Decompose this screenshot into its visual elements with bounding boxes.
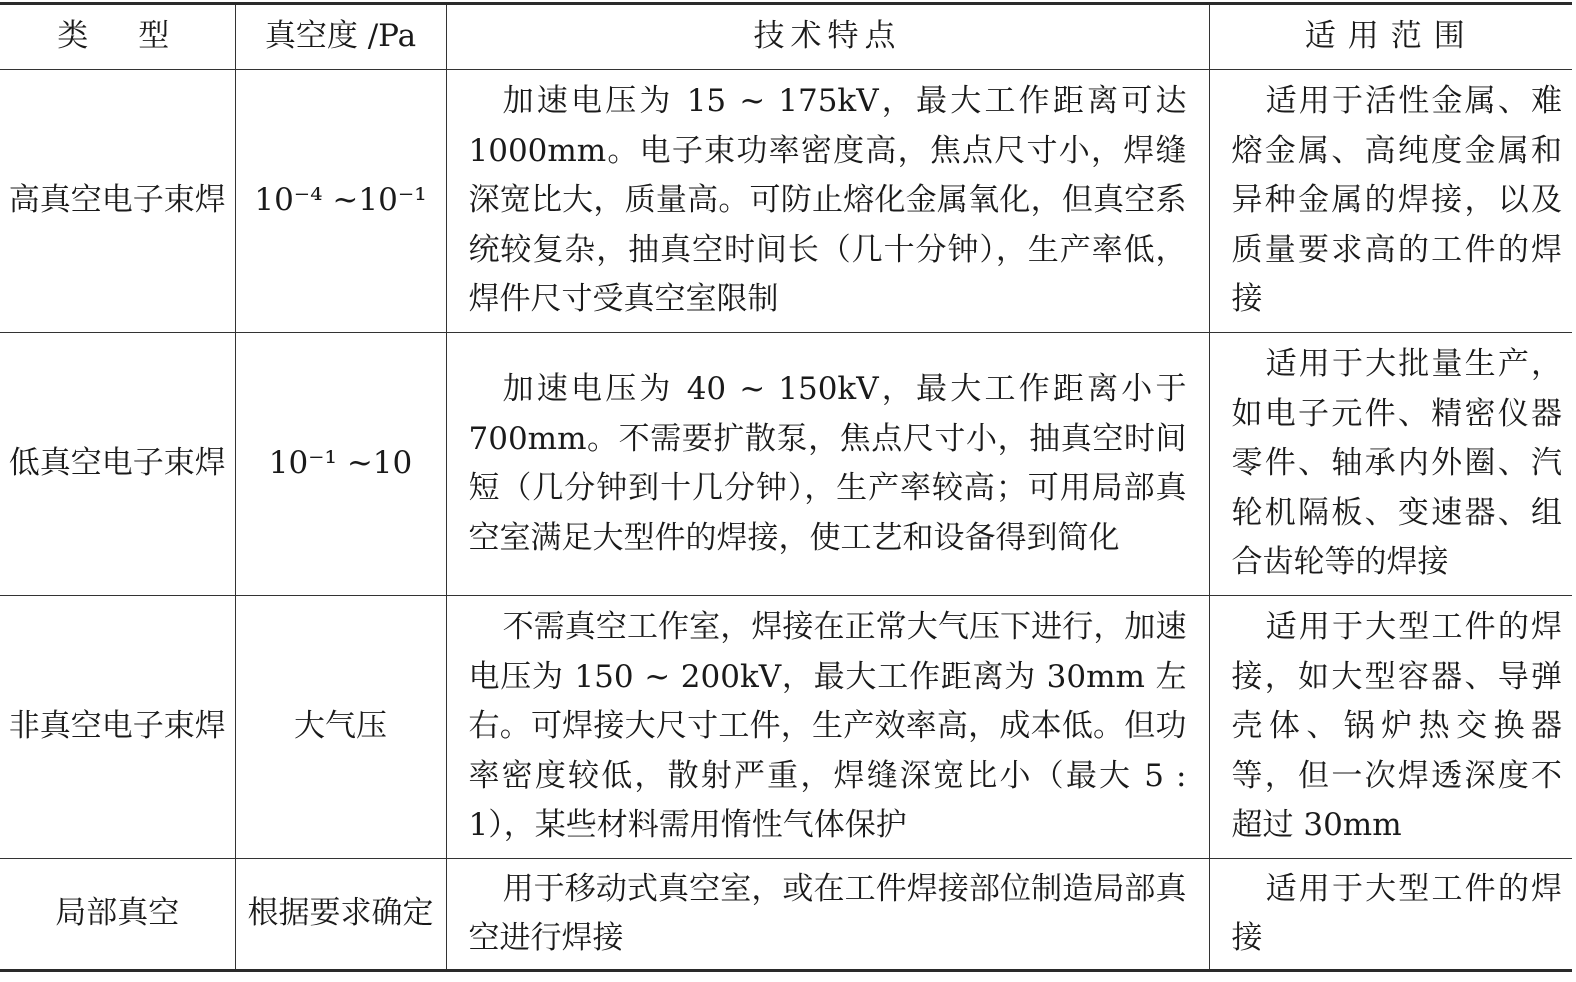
table-row xyxy=(0,70,1572,333)
header-row xyxy=(0,4,1572,70)
features-cell: 加速电压为 40 ~ 150kV，最大工作距离小于 700mm。不需要扩散泵，焦点尺寸小，抽真空时间短（几分钟到十几分钟），生产率较高；可用局部真空室满足大型件的焊接，使工艺和设备得到简化 xyxy=(446,333,1209,596)
header-features: 技术特点 xyxy=(446,4,1209,70)
type-cell: 高真空电子束焊 xyxy=(0,70,235,333)
header-type: 类型 xyxy=(0,4,235,70)
scope-cell: 适用于大批量生产，如电子元件、精密仪器零件、轴承内外圈、汽轮机隔板、变速器、组合齿轮等的焊接 xyxy=(1209,333,1572,596)
features-cell: 加速电压为 15 ~ 175kV，最大工作距离可达 1000mm。电子束功率密度高，焦点尺寸小，焊缝深宽比大，质量高。可防止熔化金属氧化，但真空系统较复杂，抽真空时间长（几十分钟），生产率低，焊件尺寸受真空室限制 xyxy=(446,70,1209,333)
header-scope: 适用范围 xyxy=(1209,4,1572,70)
header-vacuum: 真空度 /Pa xyxy=(235,4,446,70)
scope-cell: 适用于大型工件的焊接，如大型容器、导弹壳体、锅炉热交换器等，但一次焊透深度不超过 30mm xyxy=(1209,596,1572,859)
vacuum-cell: 根据要求确定 xyxy=(235,859,446,971)
scope-cell: 适用于大型工件的焊接 xyxy=(1209,859,1572,971)
vacuum-cell: 10⁻¹ ~10 xyxy=(235,333,446,596)
ebw-types-table xyxy=(0,2,1572,972)
scope-cell: 适用于活性金属、难熔金属、高纯度金属和异种金属的焊接，以及质量要求高的工件的焊接 xyxy=(1209,70,1572,333)
features-cell: 不需真空工作室，焊接在正常大气压下进行，加速电压为 150 ~ 200kV，最大工作距离为 30mm 左右。可焊接大尺寸工件，生产效率高，成本低。但功率密度较低，散射严重，焊缝深宽比小（最大 5 : 1），某些材料需用惰性气体保护 xyxy=(446,596,1209,859)
table-row xyxy=(0,333,1572,596)
table-row xyxy=(0,859,1572,971)
type-cell: 非真空电子束焊 xyxy=(0,596,235,859)
features-cell: 用于移动式真空室，或在工件焊接部位制造局部真空进行焊接 xyxy=(446,859,1209,971)
vacuum-cell: 10⁻⁴ ~10⁻¹ xyxy=(235,70,446,333)
type-cell: 低真空电子束焊 xyxy=(0,333,235,596)
type-cell: 局部真空 xyxy=(0,859,235,971)
vacuum-cell: 大气压 xyxy=(235,596,446,859)
table-row xyxy=(0,596,1572,859)
